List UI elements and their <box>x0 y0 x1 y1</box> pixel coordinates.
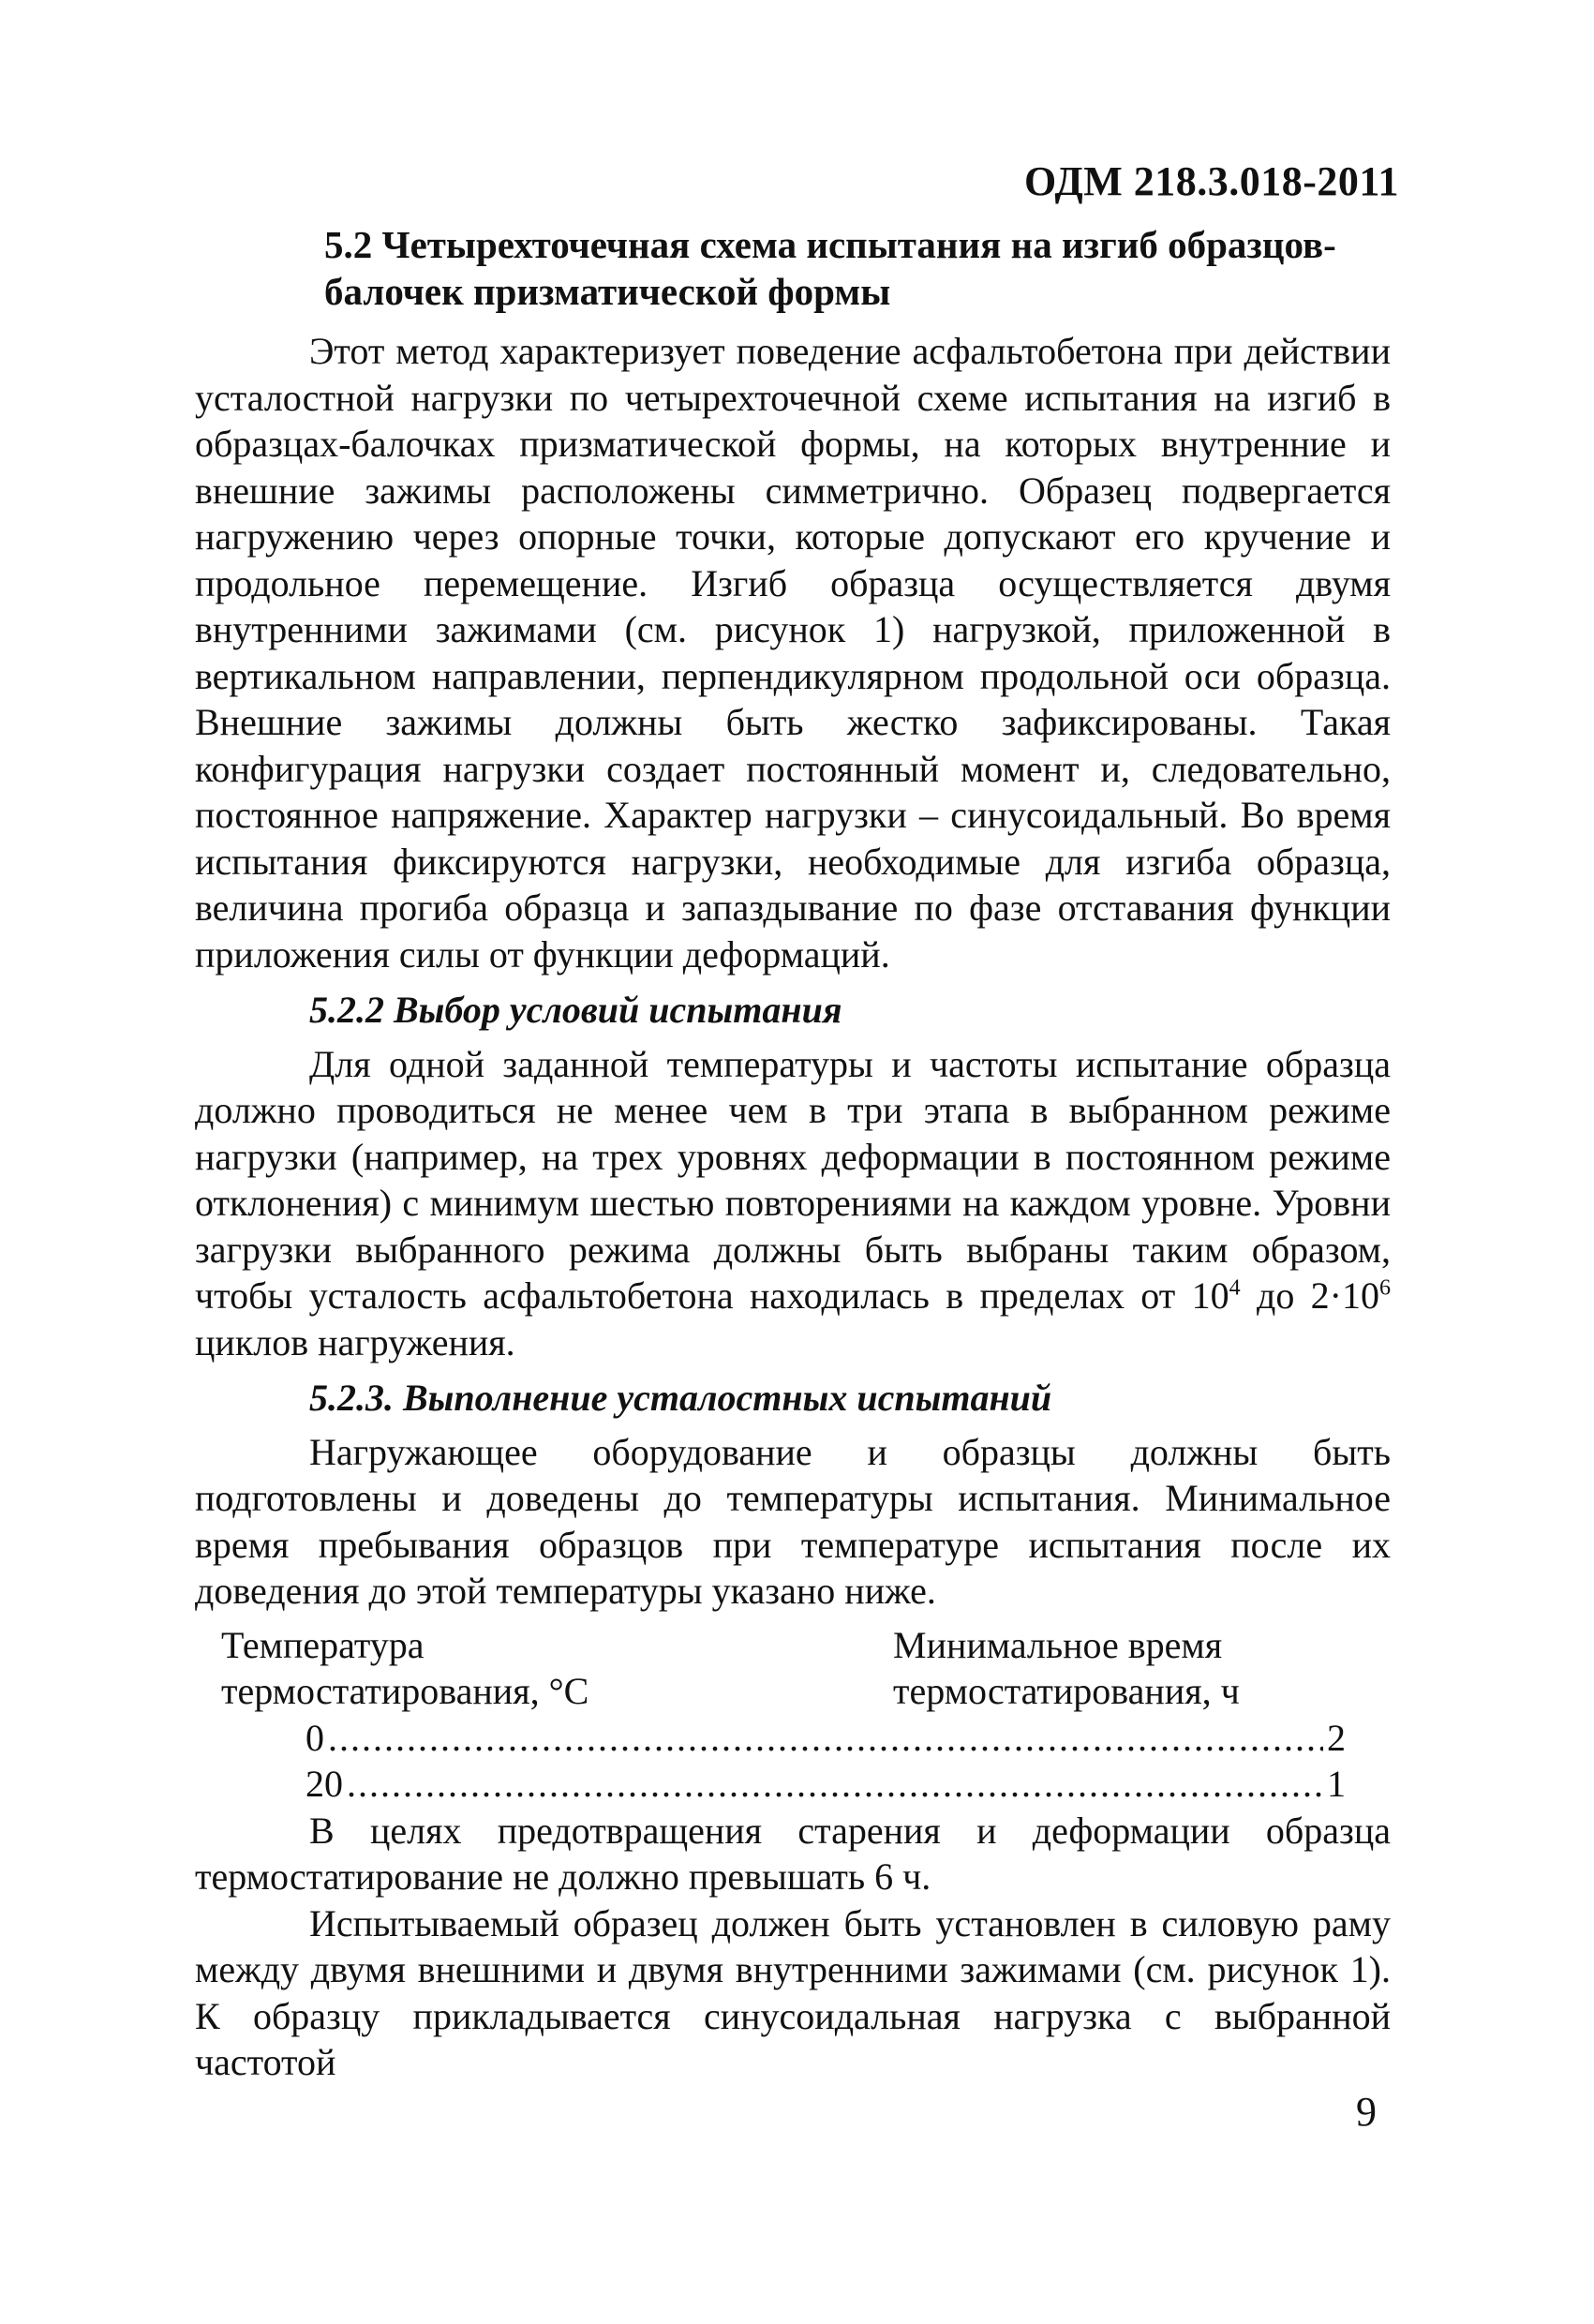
page-content <box>195 221 1391 2086</box>
section-heading <box>195 221 1391 315</box>
subsection-523-paragraph-1: Нагружающее оборудование и образцы должны быть подготовлены и доведены до температуры испытания. Минимальное время пребывания образцов при температуре испытания после их доведения до этой температуры указано ниже. <box>195 1430 1391 1612</box>
header-text: термостатирования, ч <box>893 1670 1240 1712</box>
exponent: 6 <box>1379 1275 1392 1301</box>
row-temperature: 0 <box>305 1716 324 1759</box>
table-header-temperature <box>195 1622 893 1715</box>
subsection-522-paragraph <box>195 1041 1391 1366</box>
header-text: Температура <box>221 1623 425 1666</box>
row-temperature: 20 <box>305 1763 343 1805</box>
table-row <box>195 1761 1346 1808</box>
intro-paragraph: Этот метод характеризует поведение асфальтобетона при действии усталостной нагрузки по четырехточечной схеме испытания на изгиб в образцах-балочках призматической формы, на которых внутренние и внешние зажимы расположены симметрично. Образец подвергается нагружению через опорные точки, которые допускают его кручение и продольное перемещение. Изгиб образца осуществляется двумя внутренними зажимами (см. рисунок 1) нагрузкой, приложенной в вертикальном направлении, перпендикулярном продольной оси образца. Внешние зажимы должны быть жестко зафиксированы. Такая конфигурация нагрузки создает постоянный момент и, следовательно, постоянное напряжение. Характер нагрузки – синусоидальный. Во время испытания фиксируются нагрузки, необходимые для изгиба образца, величина прогиба образца и запаздывание по фазе отставания функции приложения силы от функции деформаций. <box>195 330 1391 976</box>
text-segment: до 2·10 <box>1240 1274 1380 1317</box>
subsection-523-title: 5.2.3. Выполнение усталостных испытаний <box>309 1377 1052 1419</box>
leader-dots <box>328 1715 1323 1762</box>
row-time: 1 <box>1327 1763 1346 1805</box>
section-heading-line1: 5.2 Четырехточечная схема испытания на изгиб образцов- <box>324 223 1336 266</box>
page-number: 9 <box>1356 2089 1377 2135</box>
subsection-522-title: 5.2.2 Выбор условий испытания <box>309 989 842 1031</box>
subsection-523-paragraph-2: В целях предотвращения старения и деформации образца термостатирование не должно превышать 6 ч. <box>195 1809 1391 1898</box>
document-code: ОДМ 218.3.018-2011 <box>1023 158 1399 204</box>
table-header-time <box>893 1622 1391 1715</box>
exponent: 4 <box>1229 1275 1241 1301</box>
table-row <box>195 1715 1346 1762</box>
header-text: Минимальное время <box>893 1623 1223 1666</box>
header-text: термостатирования, °С <box>221 1670 589 1712</box>
table-header <box>195 1622 1391 1715</box>
text-segment: циклов нагружения. <box>195 1320 515 1363</box>
conditioning-table <box>195 1622 1391 1808</box>
row-time: 2 <box>1327 1716 1346 1759</box>
leader-dots <box>347 1761 1323 1808</box>
section-heading-line2: балочек призматической формы <box>324 270 891 313</box>
subsection-523-paragraph-3: Испытываемый образец должен быть установлен в силовую раму между двумя внешними и двумя внутренними зажимами (см. рисунок 1). К образцу прикладывается синусоидальная нагрузка с выбранной частотой <box>195 1901 1391 2083</box>
text-segment: Для одной заданной температуры и частоты испытание образца должно проводиться не менее чем в три этапа в выбранном режиме нагрузки (например, на трех уровнях деформации в постоянном режиме отклонения) с минимум шестью повторениями на каждом уровне. Уровни загрузки выбранного режима должны быть выбраны таким образом, чтобы усталость асфальтобетона находилась в пределах от 10 <box>195 1042 1391 1317</box>
